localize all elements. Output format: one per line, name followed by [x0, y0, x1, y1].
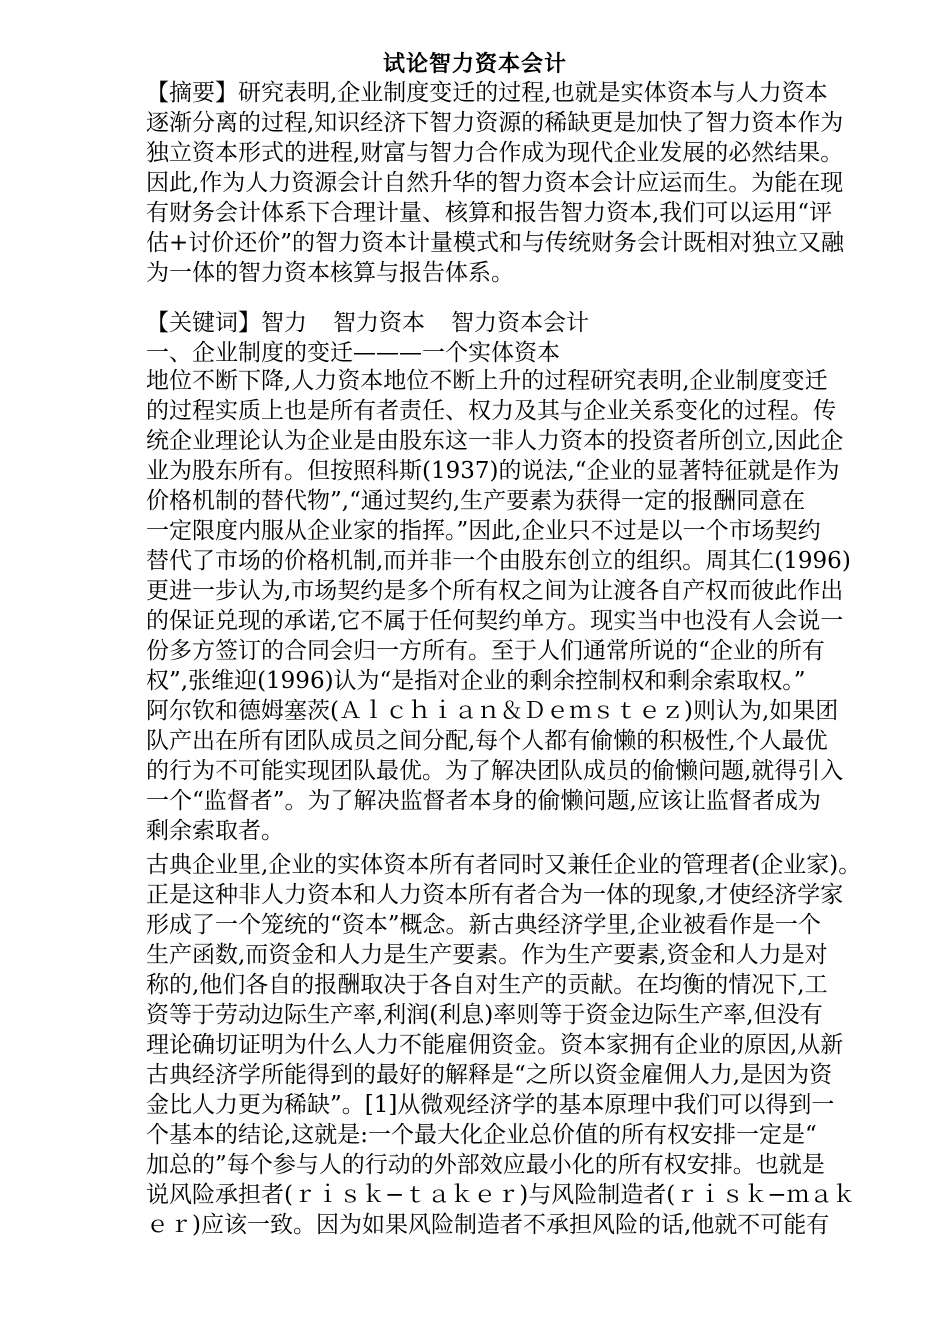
paragraph-line: 一个“监督者”。为了解决监督者本身的偷懒问题,应该让监督者成为 — [146, 788, 821, 814]
keywords-line — [146, 308, 906, 338]
paragraph-line: 统企业理论认为企业是由股东这一非人力资本的投资者所创立,因此企 — [146, 428, 844, 454]
abstract-line: 为一体的智力资本核算与报告体系。 — [146, 260, 514, 286]
paragraph-line: 生产函数,而资金和人力是生产要素。作为生产要素,资金和人力是对 — [146, 942, 828, 968]
keyword-item: 智力 — [261, 310, 307, 336]
paragraph-line: 说风险承担者(ｒｉｓｋ−ｔａｋｅｒ)与风险制造者(ｒｉｓｋ−ｍａｋ — [146, 1182, 856, 1208]
paragraph-line: 的过程实质上也是所有者责任、权力及其与企业关系变化的过程。传 — [146, 398, 836, 424]
paragraph-line: 阿尔钦和德姆塞茨(Ａｌｃｈｉａｎ＆Ｄｅｍｓｔｅｚ)则认为,如果团 — [146, 698, 839, 724]
paragraph-line: 古典企业里,企业的实体资本所有者同时又兼任企业的管理者(企业家)。 — [146, 852, 862, 878]
paragraph-line: 个基本的结论,这就是:一个最大化企业总价值的所有权安排一定是“ — [146, 1122, 817, 1148]
paragraph-line: 形成了一个笼统的“资本”概念。新古典经济学里,企业被看作是一个 — [146, 912, 821, 938]
paragraph-line: 资等于劳动边际生产率,利润(利息)率则等于资金边际生产率,但没有 — [146, 1002, 823, 1028]
paragraph-line: 的保证兑现的承诺,它不属于任何契约单方。现实当中也没有人会说一 — [146, 608, 844, 634]
paragraph-line: 的行为不可能实现团队最优。为了解决团队成员的偷懒问题,就得引入 — [146, 758, 844, 784]
abstract-block — [146, 78, 906, 288]
paragraph-line: 加总的”每个参与人的行动的外部效应最小化的所有权安排。也就是 — [146, 1152, 825, 1178]
abstract-line: 估+讨价还价”的智力资本计量模式和与传统财务会计既相对独立又融 — [146, 230, 845, 256]
paragraph-line: 理论确切证明为什么人力不能雇佣资金。资本家拥有企业的原因,从新 — [146, 1032, 844, 1058]
abstract-line: 逐渐分离的过程,知识经济下智力资源的稀缺更是加快了智力资本作为 — [146, 110, 844, 136]
paragraph-line: 业为股东所有。但按照科斯(1937)的说法,“企业的显著特征就是作为 — [146, 458, 840, 484]
paragraph-line: 正是这种非人力资本和人力资本所有者合为一体的现象,才使经济学家 — [146, 882, 844, 908]
keywords-label: 【关键词】 — [146, 310, 261, 336]
paragraph-line: 价格机制的替代物”,“通过契约,生产要素为获得一定的报酬同意在 — [146, 488, 806, 514]
paragraph-line: 金比人力更为稀缺”。[1]从微观经济学的基本原理中我们可以得到一 — [146, 1092, 835, 1118]
paragraph-line: 更进一步认为,市场契约是多个所有权之间为让渡各自产权而彼此作出 — [146, 578, 844, 604]
abstract-line: 【摘要】研究表明,企业制度变迁的过程,也就是实体资本与人力资本 — [146, 80, 828, 106]
paragraph-line: 古典经济学所能得到的最好的解释是“之所以资金雇佣人力,是因为资 — [146, 1062, 833, 1088]
paragraph-line: 替代了市场的价格机制,而并非一个由股东创立的组织。周其仁(1996) — [146, 548, 851, 574]
paragraph-line: 地位不断下降,人力资本地位不断上升的过程研究表明,企业制度变迁 — [146, 368, 828, 394]
paragraph-line: 称的,他们各自的报酬取决于各自对生产的贡献。在均衡的情况下,工 — [146, 972, 828, 998]
paragraph-line: 一定限度内服从企业家的指挥。”因此,企业只不过是以一个市场契约 — [146, 518, 821, 544]
paragraph-line: 权”,张维迎(1996)认为“是指对企业的剩余控制权和剩余索取权。” — [146, 668, 806, 694]
abstract-line: 有财务会计体系下合理计量、核算和报告智力资本,我们可以运用“评 — [146, 200, 833, 226]
document-title: 试论智力资本会计 — [382, 51, 567, 77]
paragraph-line: 份多方签订的合同会归一方所有。至于人们通常所说的“企业的所有 — [146, 638, 825, 664]
paragraph-line: 队产出在所有团队成员之间分配,每个人都有偷懒的积极性,个人最优 — [146, 728, 828, 754]
keyword-item: 智力资本会计 — [451, 310, 589, 336]
paragraph-2 — [146, 850, 906, 1240]
paragraph-1 — [146, 366, 906, 846]
abstract-line: 独立资本形式的进程,财富与智力合作成为现代企业发展的必然结果。 — [146, 140, 844, 166]
section-heading: 一、企业制度的变迁———一个实体资本 — [146, 340, 560, 366]
abstract-line: 因此,作为人力资源会计自然升华的智力资本会计应运而生。为能在现 — [146, 170, 844, 196]
keywords-block — [146, 308, 906, 368]
paragraph-line: ｅｒ)应该一致。因为如果风险制造者不承担风险的话,他就不可能有 — [146, 1212, 830, 1238]
keyword-item: 智力资本 — [333, 310, 425, 336]
paragraph-line: 剩余索取者。 — [146, 818, 284, 844]
